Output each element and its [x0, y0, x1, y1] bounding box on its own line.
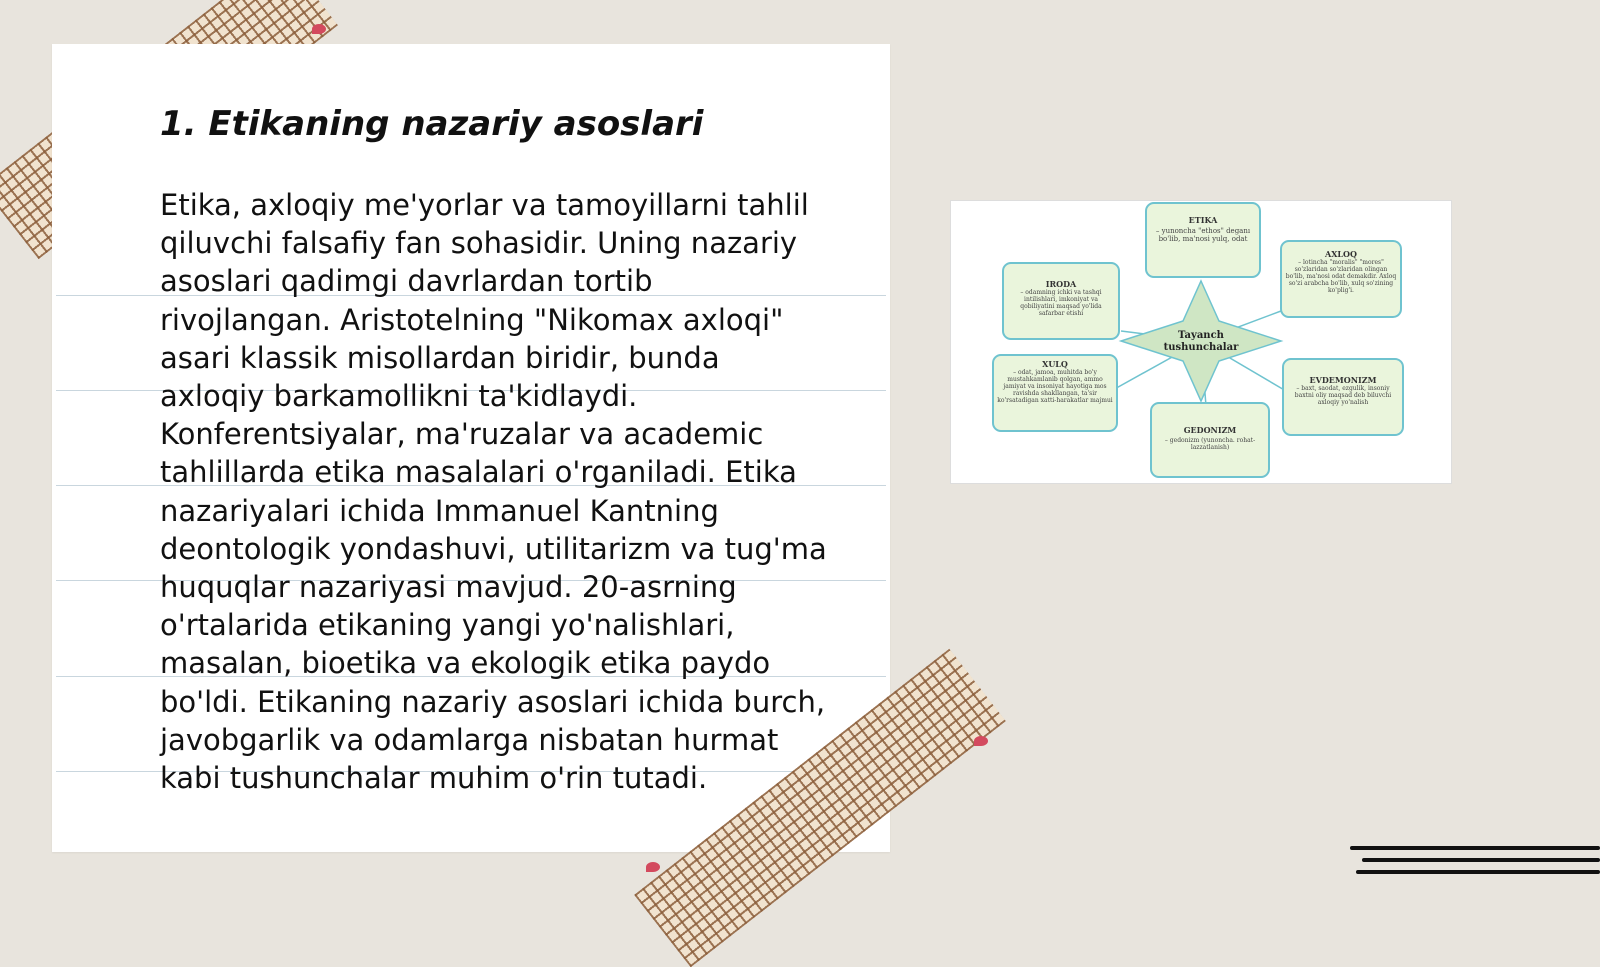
- node-evdemonizm-text: – baxt, saodat, ezgulik, insoniy baxtni oliy maqsad deb biluvchi axloqiy yo'nalish: [1294, 385, 1392, 406]
- node-etika-text: – yunoncha "ethos" deganı bo'lib, ma'nosi yulq, odat: [1155, 227, 1251, 243]
- tape-pin-icon: [646, 862, 660, 872]
- tape-pin-icon: [974, 736, 988, 746]
- node-xulq-text: – odat, jamoa, muhitda bo'y mustahkamlanib qolgan, ammo jamiyat va insoniyat hayotiga mos ravishda shakllangan, ta'sir ko'rsatadigan xatti-harakatlar majmui: [997, 369, 1113, 404]
- decorative-line: [1362, 858, 1600, 862]
- slide-title: 1. Etikaning nazariy asoslari: [160, 104, 704, 144]
- concept-diagram: [950, 200, 1452, 484]
- tape-pin-icon: [312, 24, 326, 34]
- node-iroda-text: – odamning ichki va tashqi intilishlari, imkoniyat va qobiliyatini maqsad yo'lida safarbar etishi: [1020, 289, 1102, 317]
- node-gedonizm-title: GEDONIZM: [1183, 425, 1237, 435]
- node-gedonizm-text: – gedonizm (yunoncha. rohat-lazzatlanish): [1164, 437, 1256, 451]
- decorative-lines: [1350, 846, 1600, 886]
- node-iroda-title: IRODA: [1045, 279, 1077, 289]
- node-xulq-title: XULQ: [1042, 359, 1068, 369]
- decorative-line: [1350, 846, 1600, 850]
- node-axloq-text: – lotincha "moralis" "mores" so'zlaridan so'zlaridan olingan bo'lib, ma'nosi odat demakdir. Axloq so'zi arabcha bo'lib, xulq so'zining ko'plig'i.: [1285, 259, 1397, 294]
- center-label-line2: tushunchalar: [1163, 342, 1239, 353]
- node-evdemonizm-title: EVDEMONIZM: [1309, 375, 1377, 385]
- node-etika-title: ETIKA: [1188, 215, 1218, 225]
- center-label-line1: Tayanch: [1178, 330, 1224, 341]
- center-star: [1121, 281, 1281, 401]
- slide-body-text: Etika, axloqiy me'yorlar va tamoyillarni tahlil qiluvchi falsafiy fan sohasidir. Uning nazariy asoslari qadimgi davrlardan tortib rivojlangan. Aristotelning "Nikomax axloqi" asari klassik misollardan biridir, bunda axloqiy barkamollikni ta'kidlaydi. Konferentsiyalar, ma'ruzalar va academic tahlillarda etika masalalari o'rganiladi. Etika nazariyalari ichida Immanuel Kantning deontologik yondashuvi, utilitarizm va tug'ma huquqlar nazariyasi mavjud. 20-asrning o'rtalarida etikaning yangi yo'nalishlari, masalan, bioetika va ekologik etika paydo bo'ldi. Etikaning nazariy asoslari ichida burch, javobgarlik va odamlarga nisbatan hurmat kabi tushunchalar muhim o'rin tutadi.: [160, 188, 827, 796]
- node-axloq-title: AXLOQ: [1325, 249, 1357, 259]
- concept-diagram-svg: [951, 201, 1451, 483]
- decorative-line: [1356, 870, 1600, 874]
